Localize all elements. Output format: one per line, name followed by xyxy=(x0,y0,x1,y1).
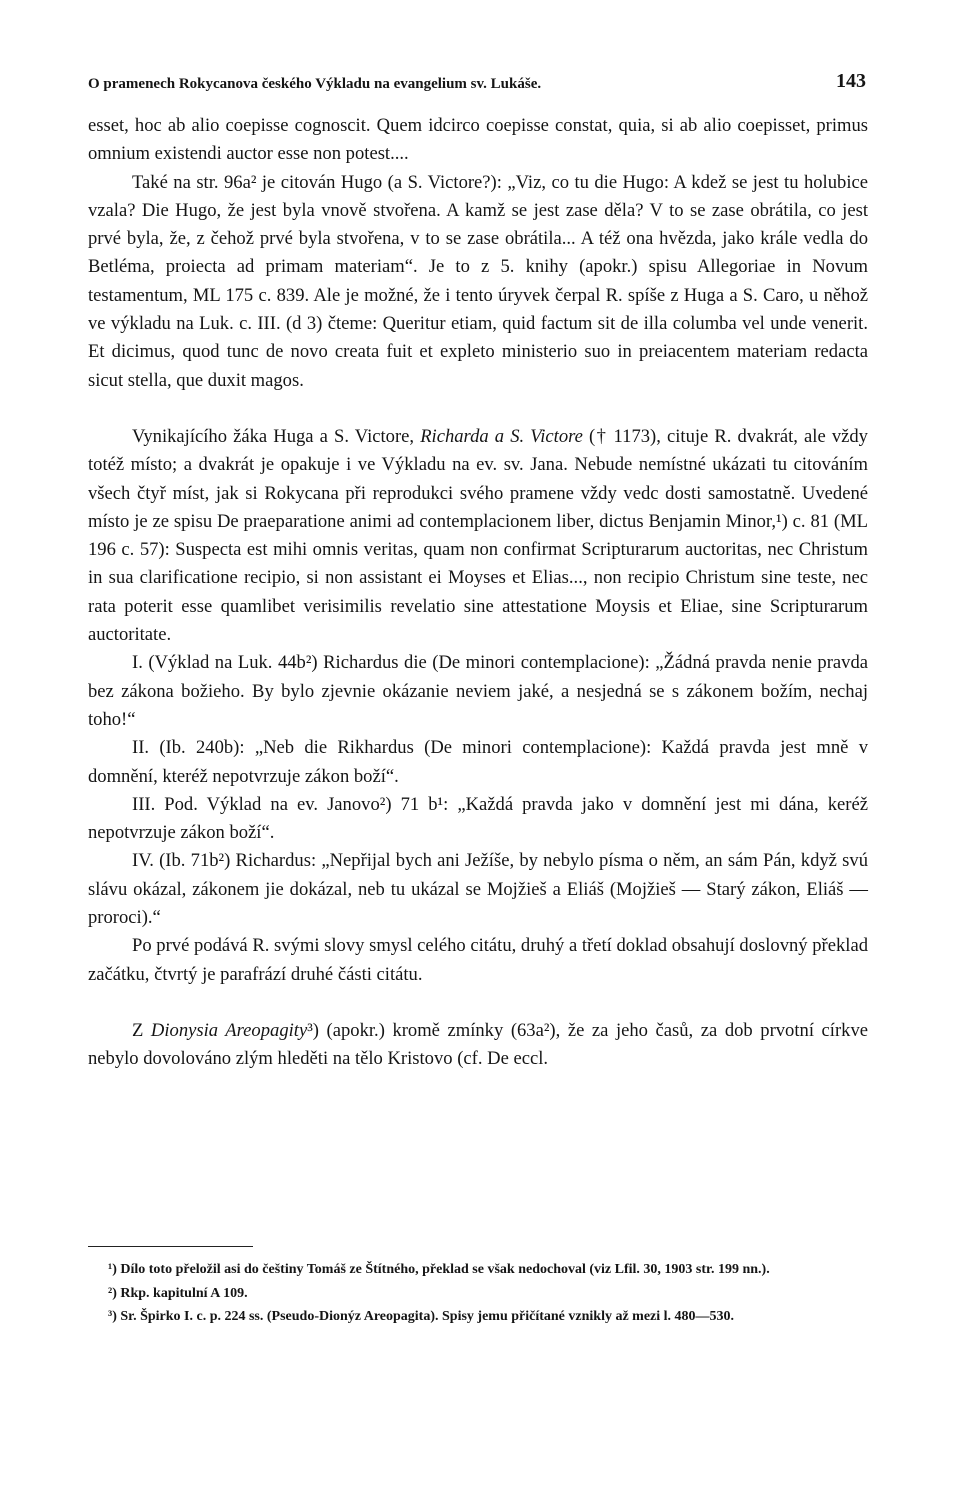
citation-item-1: I. (Výklad na Luk. 44b²) Richardus die (De minori contemplacione): „Žádná pravda nenie pravda bez zákona božieho. By bylo zjevnie okázanie neviem jaké, a nesjedná se s zákonem božím, nechaj toho!“ xyxy=(88,652,868,730)
paragraph-richard-rest: († 1173), cituje R. dvakrát, ale vždy totéž místo; a dvakrát je opakuje i ve Výkladu na ev. sv. Jana. Nebude nemístné ukázati tu citováním všech čtyř míst, jak si Rokycana při reprodukci svého pramene vždy vedc dosti samostatně. Uvedené místo je ze spisu De praeparatione animi ad contemplacionem liber, dictus Benjamin Minor,¹) c. 81 (ML 196 c. 57): Suspecta est mihi omnis veritas, quam non confirmat Scripturarum auctoritas, nec Christum in sua clarificatione recipio, si non assistant ei Moyses et Elias..., non recipio Christum sine teste, nec rata poterit esse quamlibet verisimilis revelatio sine attestatione Moysis et Eliae, sine Scripturarum auctoritate. xyxy=(88,425,868,646)
paragraph-richard-name: Richarda a S. Victore xyxy=(420,425,583,447)
page-number: 143 xyxy=(836,70,866,92)
citation-item-4: IV. (Ib. 71b²) Richardus: „Nepřijal bych ani Ježíše, by nebylo písma o něm, an sám Pán, když svú slávu okázal, zákonem jie dokázal, neb tu ukázal se Mojžieš a Eliáš (Mojžieš — Starý zákon, Eliáš — proroci).“ xyxy=(88,850,868,929)
paragraph-hugo: Také na str. 96a² je citován Hugo (a S. Victore?): „Viz, co tu die Hugo: A kdež se jest tu holubice vzala? Die Hugo, že jest byla vnově stvořena. A kamž se jest zase děla? V to se zase obrátila, co jest prvé byla, že, z čehož prvé byla stvořena, v to se zase obrátila... A též ona hvězda, jako krále vedla do Betléma, proiecta ad primam materiam“. Je to z 5. knihy (apokr.) spisu Allegoriae in Novum testamentum, ML 175 c. 839. Ale je možné, že i tento úryvek čerpal R. spíše z Huga a S. Caro, u něhož ve výkladu na Luk. c. III. (d 3) čteme: Queritur etiam, quid factum sit de illa columba vel unde venerit. Et dicimus, quod tunc de novo creata fuit et expleto ministerio suo in preiacentem materiam redacta sicut stella, que duxit magos. xyxy=(88,171,868,391)
paragraph-dionysius-name: Dionysia Areopagity xyxy=(150,1019,308,1041)
paragraph-dionysius-rest: ³) (apokr.) kromě zmínky (63a²), že za jeho časů, za dob prvotní církve nebylo dovolováno zlým hleděti na tělo Kristovo (cf. De eccl. xyxy=(88,1019,868,1070)
footnote-3: ³) Sr. Špirko I. c. p. 224 ss. (Pseudo-Dionýz Areopagita). Spisy jemu přičítané vznikly až mezi l. 480—530. xyxy=(108,1309,735,1324)
footnote-2: ²) Rkp. kapitulní A 109. xyxy=(108,1285,248,1301)
paragraph-richard xyxy=(88,423,868,649)
paragraph-dionysius-lead: Z xyxy=(132,1019,144,1041)
citation-item-2: II. (Ib. 240b): „Neb die Rikhardus (De minori contemplacione): Každá pravda jest mně v domnění, kteréž nepotvrzuje zákon boží“. xyxy=(88,737,868,787)
footnote-1: ¹) Dílo toto přeložil asi do češtiny Tomáš ze Štítného, překlad se však nedochoval (viz Lfil. 30, 1903 str. 199 nn.). xyxy=(108,1262,770,1277)
paragraph-richard-lead: Vynikajícího žáka Huga a S. Victore, xyxy=(132,425,415,447)
paragraph-continuation: esset, hoc ab alio coepisse cognoscit. Quem idcirco coepisse constat, quia, si ab alio coepisset, primus omnium existendi auctor esse non potest.... xyxy=(88,115,868,165)
footnotes xyxy=(88,1258,868,1329)
main-text xyxy=(88,112,868,1074)
page-header xyxy=(88,70,866,98)
running-title: O pramenech Rokycanova českého Výkladu na evangelium sv. Lukáše. xyxy=(88,76,542,92)
citation-item-3: III. Pod. Výklad na ev. Janovo²) 71 b¹: „Každá pravda jako v domnění jest mi dána, keréž nepotvrzuje zákon boží“. xyxy=(88,793,868,844)
paragraph-summary: Po prvé podává R. svými slovy smysl celého citátu, druhý a třetí doklad obsahují doslovný překlad začátku, čtvrtý je parafrází druhé části citátu. xyxy=(88,935,868,985)
footnote-divider xyxy=(88,1246,253,1247)
paragraph-dionysius xyxy=(88,1017,868,1074)
